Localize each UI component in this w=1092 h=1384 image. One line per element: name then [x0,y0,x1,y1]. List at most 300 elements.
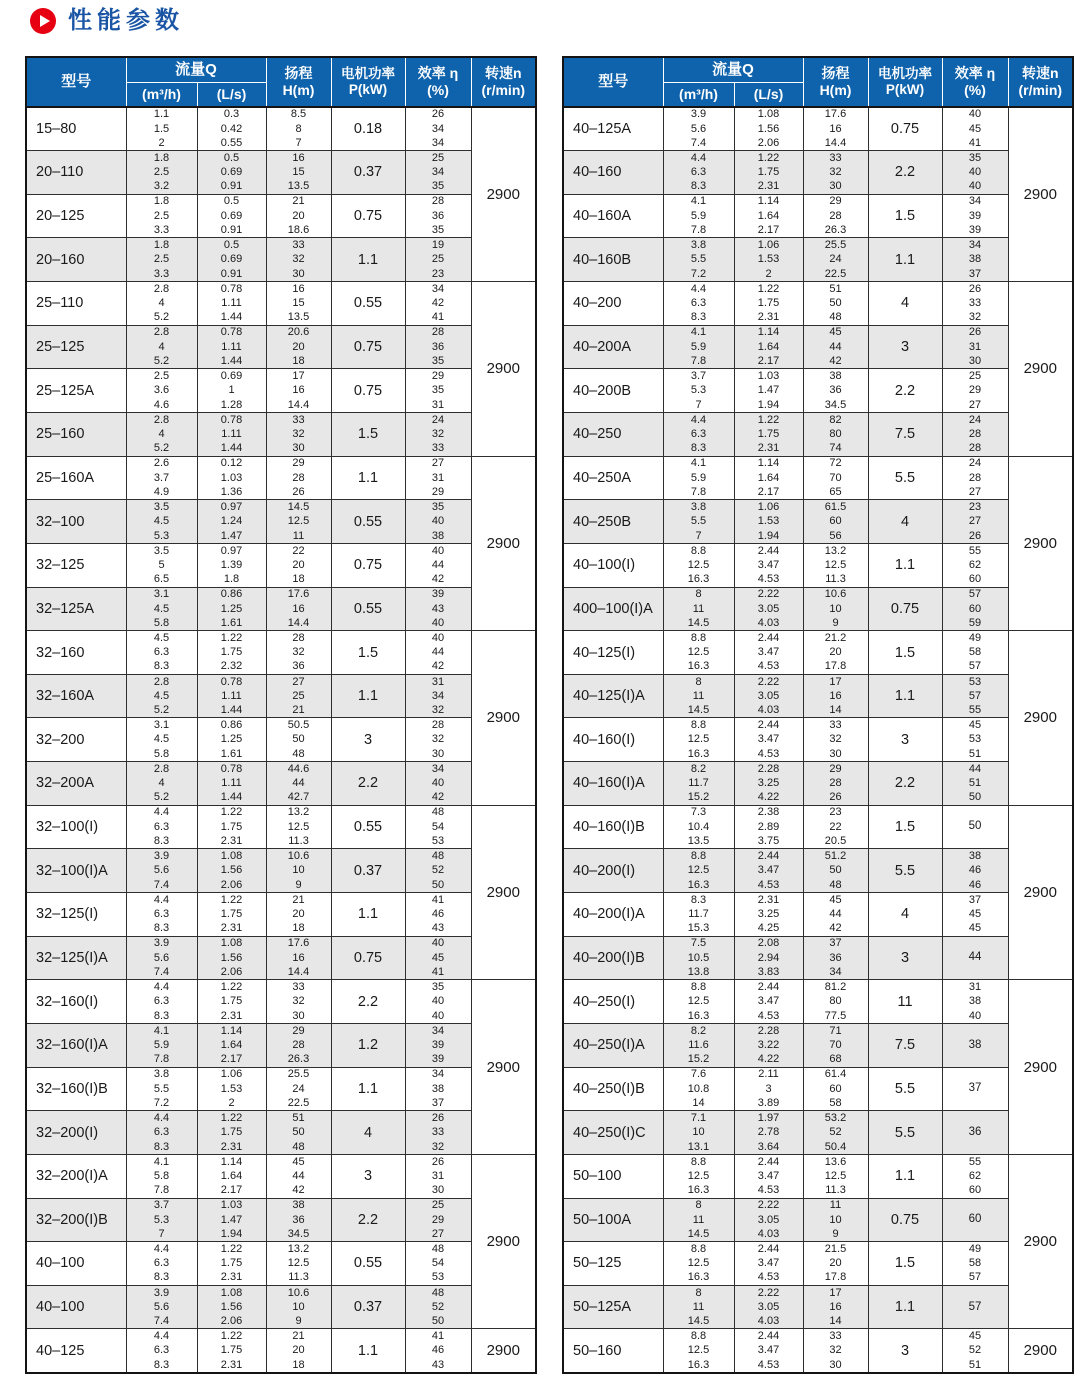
head-cell: 48 [266,747,331,762]
efficiency-cell: 58 [942,1256,1008,1271]
efficiency-cell: 26 [942,325,1008,340]
power-cell: 3 [868,325,942,369]
efficiency-cell: 45 [942,1329,1008,1344]
flow-m3h-cell: 5.2 [126,791,197,806]
flow-m3h-cell: 7.4 [126,878,197,893]
eff-label-line1: 效率 η [954,65,996,82]
power-cell: 3 [868,718,942,762]
flow-ls-cell: 1.75 [197,994,266,1009]
power-label-line2: P(kW) [885,82,925,97]
flow-ls-cell: 2.44 [734,1154,803,1169]
play-icon [30,8,56,34]
power-cell: 1.5 [868,194,942,238]
head-cell: 50 [266,1125,331,1140]
flow-ls-cell: 3.47 [734,994,803,1009]
flow-ls-cell: 2.31 [197,834,266,849]
speed-label-line1: 转速n [484,65,522,82]
flow-ls-cell: 0.55 [197,136,266,151]
flow-m3h-cell: 5.3 [126,529,197,544]
flow-m3h-cell: 3.8 [663,238,734,253]
model-cell: 40–250(I)B [563,1067,663,1111]
table-row [563,543,1073,558]
efficiency-cell: 41 [942,136,1008,151]
table-row [26,1329,536,1344]
head-cell: 28 [803,776,868,791]
efficiency-cell: 36 [942,1111,1008,1155]
table-row [26,500,536,515]
speed-cell: 2900 [471,1329,536,1373]
flow-m3h-cell: 16.3 [663,1183,734,1198]
flow-ls-cell: 1.08 [197,1285,266,1300]
efficiency-cell: 52 [405,1300,471,1315]
head-cell: 20 [266,1343,331,1358]
flow-m3h-cell: 6.3 [126,1256,197,1271]
head-cell: 48 [803,311,868,326]
efficiency-cell: 40 [942,1009,1008,1024]
head-cell: 20 [803,1256,868,1271]
efficiency-cell: 28 [405,718,471,733]
flow-m3h-cell: 7.5 [663,936,734,951]
efficiency-cell: 39 [942,223,1008,238]
head-cell: 20.6 [266,325,331,340]
column-header-flow-ls: (L/s) [734,82,803,107]
head-cell: 34.5 [803,398,868,413]
head-cell: 50 [266,733,331,748]
flow-m3h-cell: 12.5 [663,733,734,748]
table-row [563,325,1073,340]
flow-ls-cell: 1.25 [197,733,266,748]
power-cell: 7.5 [868,412,942,456]
head-cell: 26.3 [803,223,868,238]
flow-ls-cell: 4.53 [734,1358,803,1373]
flow-m3h-cell: 1.8 [126,151,197,166]
efficiency-cell: 46 [942,878,1008,893]
flow-ls-cell: 1.64 [734,471,803,486]
head-cell: 18.6 [266,223,331,238]
flow-ls-cell: 4.53 [734,573,803,588]
model-cell: 40–100 [26,1242,126,1286]
flow-ls-cell: 0.97 [197,500,266,515]
column-header-speed [1008,57,1073,107]
flow-m3h-cell: 4.4 [663,282,734,297]
flow-m3h-cell: 5.9 [663,209,734,224]
head-cell: 32 [266,645,331,660]
efficiency-cell: 45 [942,922,1008,937]
efficiency-cell: 46 [405,1343,471,1358]
flow-m3h-cell: 4.4 [126,893,197,908]
head-cell: 10 [803,602,868,617]
head-cell: 30 [803,747,868,762]
model-cell: 40–160B [563,238,663,282]
table-row [26,893,536,908]
head-cell: 44 [803,340,868,355]
efficiency-cell: 34 [405,122,471,137]
model-cell: 50–100A [563,1198,663,1242]
speed-cell: 2900 [471,456,536,631]
table-row [563,849,1073,864]
flow-m3h-cell: 4.5 [126,602,197,617]
table-row [26,151,536,166]
flow-m3h-cell: 6.5 [126,573,197,588]
efficiency-cell: 25 [405,252,471,267]
flow-ls-cell: 2.28 [734,1023,803,1038]
flow-ls-cell: 3.47 [734,733,803,748]
head-cell: 17.6 [803,107,868,122]
head-cell: 16 [266,602,331,617]
flow-ls-cell: 3.25 [734,907,803,922]
efficiency-cell: 40 [405,616,471,631]
head-cell: 23 [803,805,868,820]
flow-m3h-cell: 7.4 [126,1314,197,1329]
efficiency-cell: 40 [942,165,1008,180]
flow-m3h-cell: 3.1 [126,587,197,602]
efficiency-cell: 32 [405,1140,471,1155]
head-cell: 21.2 [803,631,868,646]
head-cell: 12.5 [266,1256,331,1271]
flow-m3h-cell: 4.1 [663,325,734,340]
head-cell: 29 [266,1023,331,1038]
flow-ls-cell: 1.44 [197,354,266,369]
efficiency-cell: 36 [405,209,471,224]
column-header-model: 型号 [563,57,663,107]
flow-m3h-cell: 5.3 [663,383,734,398]
flow-m3h-cell: 3.7 [126,1198,197,1213]
table-row [26,1067,536,1082]
flow-ls-cell: 2.31 [734,442,803,457]
flow-ls-cell: 2.22 [734,1285,803,1300]
flow-ls-cell: 1.64 [734,209,803,224]
efficiency-cell: 58 [942,645,1008,660]
table-row [563,369,1073,384]
flow-ls-cell: 1.75 [197,907,266,922]
flow-m3h-cell: 7 [663,529,734,544]
flow-ls-cell: 4.53 [734,747,803,762]
flow-m3h-cell: 14.5 [663,1227,734,1242]
flow-m3h-cell: 10.4 [663,820,734,835]
flow-ls-cell: 0.78 [197,412,266,427]
efficiency-cell: 26 [942,529,1008,544]
flow-m3h-cell: 10 [663,1125,734,1140]
efficiency-cell: 33 [405,1125,471,1140]
efficiency-cell: 40 [405,514,471,529]
efficiency-cell: 34 [405,762,471,777]
flow-m3h-cell: 16.3 [663,1009,734,1024]
head-cell: 32 [803,733,868,748]
efficiency-cell: 25 [942,369,1008,384]
flow-ls-cell: 3.75 [734,834,803,849]
head-cell: 14.4 [803,136,868,151]
model-cell: 40–160 [563,151,663,195]
flow-m3h-cell: 16.3 [663,1271,734,1286]
column-header-power [331,57,405,107]
flow-m3h-cell: 5.6 [126,863,197,878]
flow-ls-cell: 2.22 [734,1198,803,1213]
flow-ls-cell: 0.78 [197,282,266,297]
efficiency-cell: 34 [405,1067,471,1082]
efficiency-cell: 37 [405,1096,471,1111]
model-cell: 400–100(I)A [563,587,663,631]
performance-table-left [25,56,537,1374]
model-cell: 40–250(I)C [563,1111,663,1155]
flow-m3h-cell: 8.3 [126,922,197,937]
flow-m3h-cell: 10.8 [663,1082,734,1097]
head-cell: 13.2 [266,1242,331,1257]
head-cell: 13.5 [266,311,331,326]
flow-ls-cell: 2.31 [197,1271,266,1286]
head-cell: 34 [803,965,868,980]
column-header-power [868,57,942,107]
flow-m3h-cell: 12.5 [663,994,734,1009]
head-cell: 33 [266,980,331,995]
flow-ls-cell: 4.03 [734,1227,803,1242]
efficiency-cell: 38 [942,1023,1008,1067]
flow-m3h-cell: 8.8 [663,1154,734,1169]
efficiency-cell: 24 [405,412,471,427]
head-cell: 50 [803,863,868,878]
head-cell: 80 [803,427,868,442]
flow-m3h-cell: 12.5 [663,645,734,660]
flow-ls-cell: 1.56 [197,863,266,878]
column-header-head [266,57,331,107]
efficiency-cell: 53 [942,674,1008,689]
flow-m3h-cell: 3.7 [663,369,734,384]
table-row [26,107,536,122]
flow-ls-cell: 1.97 [734,1111,803,1126]
efficiency-cell: 29 [405,1213,471,1228]
flow-ls-cell: 0.5 [197,238,266,253]
efficiency-cell: 27 [942,514,1008,529]
speed-cell: 2900 [1008,1154,1073,1329]
efficiency-cell: 39 [405,587,471,602]
flow-ls-cell: 4.53 [734,1271,803,1286]
power-cell: 3 [331,718,405,762]
model-cell: 40–160(I)A [563,762,663,806]
flow-ls-cell: 2.44 [734,1242,803,1257]
flow-m3h-cell: 11 [663,602,734,617]
head-cell: 20 [266,340,331,355]
flow-ls-cell: 2.32 [197,660,266,675]
head-cell: 72 [803,456,868,471]
flow-m3h-cell: 2 [126,136,197,151]
flow-ls-cell: 1.06 [734,238,803,253]
head-cell: 13.6 [803,1154,868,1169]
head-cell: 9 [803,1227,868,1242]
flow-m3h-cell: 7.8 [663,485,734,500]
power-cell: 7.5 [868,1023,942,1067]
table-row [563,1154,1073,1169]
model-cell: 25–160A [26,456,126,500]
efficiency-cell: 35 [405,383,471,398]
model-cell: 40–250A [563,456,663,500]
efficiency-cell: 57 [942,1271,1008,1286]
efficiency-cell: 37 [942,267,1008,282]
flow-m3h-cell: 11.7 [663,907,734,922]
efficiency-cell: 37 [942,1067,1008,1111]
flow-m3h-cell: 4.4 [126,980,197,995]
head-cell: 74 [803,442,868,457]
efficiency-cell: 24 [942,456,1008,471]
model-cell: 32–200(I)A [26,1154,126,1198]
head-cell: 8 [266,122,331,137]
efficiency-cell: 50 [405,878,471,893]
flow-ls-cell: 1.75 [197,1256,266,1271]
flow-m3h-cell: 5.8 [126,1169,197,1184]
head-cell: 21 [266,194,331,209]
flow-ls-cell: 3.25 [734,776,803,791]
head-cell: 71 [803,1023,868,1038]
head-cell: 44 [803,907,868,922]
efficiency-cell: 28 [942,471,1008,486]
flow-m3h-cell: 11.7 [663,776,734,791]
head-cell: 11.3 [266,834,331,849]
head-cell: 22.5 [266,1096,331,1111]
power-cell: 0.37 [331,151,405,195]
flow-m3h-cell: 7.4 [126,965,197,980]
efficiency-cell: 55 [942,1154,1008,1169]
head-cell: 36 [803,951,868,966]
flow-ls-cell: 2.06 [197,965,266,980]
efficiency-cell: 26 [405,1111,471,1126]
table-row [563,194,1073,209]
model-cell: 32–160(I) [26,980,126,1024]
efficiency-cell: 27 [405,456,471,471]
head-cell: 26 [803,791,868,806]
head-cell: 14 [803,1314,868,1329]
model-cell: 32–125(I) [26,893,126,937]
head-cell: 10 [803,1213,868,1228]
column-header-flow-ls: (L/s) [197,82,266,107]
head-cell: 18 [266,354,331,369]
flow-m3h-cell: 6.3 [126,645,197,660]
head-cell: 32 [266,994,331,1009]
model-cell: 32–200(I)B [26,1198,126,1242]
table-row [26,1154,536,1169]
flow-m3h-cell: 7.6 [663,1067,734,1082]
flow-ls-cell: 1.94 [734,398,803,413]
head-cell: 42 [266,1183,331,1198]
head-cell: 28 [266,471,331,486]
flow-ls-cell: 2.44 [734,543,803,558]
efficiency-cell: 41 [405,965,471,980]
flow-ls-cell: 2.08 [734,936,803,951]
efficiency-cell: 35 [942,151,1008,166]
flow-ls-cell: 1.75 [197,645,266,660]
model-cell: 40–160(I)B [563,805,663,849]
column-header-flow: 流量Q [663,57,803,82]
head-cell: 12.5 [803,558,868,573]
flow-ls-cell: 1.53 [734,514,803,529]
efficiency-cell: 50 [942,805,1008,849]
flow-m3h-cell: 8 [663,1198,734,1213]
flow-m3h-cell: 4.1 [663,456,734,471]
model-cell: 20–160 [26,238,126,282]
head-cell: 21 [266,893,331,908]
efficiency-cell: 23 [405,267,471,282]
column-header-flow-m3h: (m³/h) [126,82,197,107]
flow-m3h-cell: 11 [663,1300,734,1315]
flow-ls-cell: 2.17 [734,485,803,500]
efficiency-cell: 32 [405,427,471,442]
flow-ls-cell: 1.44 [197,703,266,718]
head-cell: 81.2 [803,980,868,995]
speed-cell: 2900 [1008,107,1073,282]
flow-ls-cell: 0.86 [197,587,266,602]
efficiency-cell: 44 [942,762,1008,777]
efficiency-cell: 34 [405,689,471,704]
flow-ls-cell: 3.47 [734,645,803,660]
flow-ls-cell: 2.44 [734,631,803,646]
flow-ls-cell: 1.53 [734,252,803,267]
model-cell: 20–110 [26,151,126,195]
head-label-line2: H(m) [819,82,852,98]
head-cell: 26 [266,485,331,500]
head-cell: 12.5 [266,514,331,529]
flow-ls-cell: 2.22 [734,587,803,602]
speed-cell: 2900 [471,805,536,980]
model-cell: 32–125 [26,543,126,587]
flow-m3h-cell: 6.3 [126,1343,197,1358]
flow-m3h-cell: 7.2 [126,1096,197,1111]
head-cell: 68 [803,1053,868,1068]
efficiency-cell: 52 [942,1343,1008,1358]
flow-m3h-cell: 4.4 [126,1242,197,1257]
flow-m3h-cell: 6.3 [663,296,734,311]
flow-ls-cell: 1.22 [734,151,803,166]
head-cell: 20 [266,907,331,922]
efficiency-cell: 59 [942,616,1008,631]
flow-m3h-cell: 8.3 [663,311,734,326]
power-cell: 0.75 [331,369,405,413]
head-cell: 21.5 [803,1242,868,1257]
flow-ls-cell: 4.25 [734,922,803,937]
flow-m3h-cell: 16.3 [663,660,734,675]
model-cell: 32–100(I) [26,805,126,849]
flow-ls-cell: 0.69 [197,209,266,224]
flow-ls-cell: 0.78 [197,762,266,777]
flow-ls-cell: 1.11 [197,776,266,791]
head-cell: 42.7 [266,791,331,806]
efficiency-cell: 57 [942,689,1008,704]
column-header-head [803,57,868,107]
head-cell: 30 [266,442,331,457]
efficiency-cell: 28 [942,427,1008,442]
head-cell: 36 [266,1213,331,1228]
table-row [563,893,1073,908]
head-cell: 22.5 [803,267,868,282]
efficiency-cell: 38 [942,849,1008,864]
flow-m3h-cell: 10.5 [663,951,734,966]
flow-ls-cell: 1.22 [197,893,266,908]
efficiency-cell: 19 [405,238,471,253]
head-cell: 48 [803,878,868,893]
efficiency-cell: 33 [942,296,1008,311]
flow-m3h-cell: 4 [126,340,197,355]
efficiency-cell: 45 [942,122,1008,137]
efficiency-cell: 30 [405,1183,471,1198]
column-header-efficiency [942,57,1008,107]
head-cell: 10 [266,1300,331,1315]
model-cell: 40–100(I) [563,543,663,587]
flow-m3h-cell: 8.3 [126,1358,197,1373]
flow-m3h-cell: 8.8 [663,718,734,733]
flow-ls-cell: 1.14 [197,1154,266,1169]
power-cell: 0.37 [331,849,405,893]
flow-ls-cell: 3.47 [734,558,803,573]
efficiency-cell: 29 [405,485,471,500]
flow-ls-cell: 0.78 [197,674,266,689]
table-row [563,631,1073,646]
flow-ls-cell: 1.22 [197,1111,266,1126]
